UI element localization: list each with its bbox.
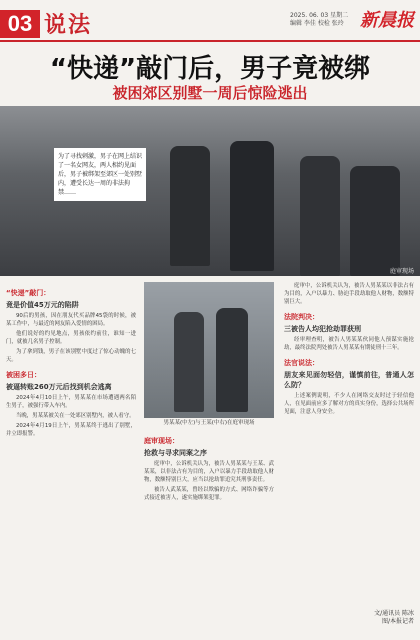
- photo-caption: 庭审现场: [389, 268, 414, 275]
- photo-figure: [216, 308, 248, 412]
- editor-line: 编辑 李佳 校检 张玲: [290, 20, 344, 27]
- section-title: 说法: [44, 12, 93, 38]
- subheading: 被困多日：: [6, 371, 41, 379]
- subheading-detail: 被逼转账260万元后找到机会逃离: [6, 383, 112, 391]
- photo-figure: [300, 156, 340, 276]
- subheading: 法院判决：: [284, 313, 319, 321]
- page-number: 03: [0, 10, 40, 38]
- photo-figure: [174, 312, 204, 412]
- paragraph: 当晚，男某某被关在一处郊区别墅内，被人看守。: [16, 413, 135, 419]
- paragraph: 经审理查明，被告人男某某伙同他人预谋实施抢劫，最终法院判处被告人男某某有期徒刑十三年。: [284, 337, 414, 351]
- subheading-detail: 抢救与寻求同案之序: [144, 449, 207, 457]
- subheading: 法官说法：: [284, 359, 319, 367]
- paragraph: 上述案例说明，不少人在网络交友时过于轻信他人，在见面前应多了解对方的真实身份，选择公共场所见面，注意人身安全。: [284, 393, 414, 415]
- paragraph: 庭审中，公诉机关认为，被告人男某某以非法占有为目的，入户以暴力、胁迫手段劫取他人财物，数额特别巨大。: [284, 283, 414, 305]
- photo-caption-2: 男某某(中左)与王某(中右)在庭审现场: [163, 420, 255, 426]
- column-2: [144, 430, 274, 504]
- paragraph: 90后的男孩，因在朋友代买品牌45袋的时候，被某工作中，与最近的网友陷入爱情的困局。: [6, 313, 136, 327]
- paragraph: 为了拿到钱，男子在该别墅中度过了惊心动魄的七天。: [6, 349, 136, 363]
- subheading-detail: 朋友来见面勿轻信，谨慎前往，普通人怎么防？: [284, 371, 414, 389]
- paragraph: 2024年4月10日上午，男某某在市场遭遇两名陌生男子，被强行带入车内。: [6, 395, 136, 409]
- paragraph: 他们说好的约见地点，男孩依约前往，谁知一进门，就被几名男子控制。: [6, 331, 136, 345]
- intro-heading: “快递”敲门：: [6, 289, 51, 297]
- paragraph: 2024年4月19日上午，男某某终于逃出了别墅，并立即报警。: [6, 423, 136, 437]
- newspaper-logo: 新晨报: [360, 10, 414, 31]
- paragraph: 被告人武某某，曾经以欺骗的方式、网络诈骗等方式接近被害人，遂实施绑架犯罪。: [144, 487, 274, 501]
- photo-figure: [350, 166, 400, 276]
- column-1: [6, 282, 136, 440]
- photo-figure: [170, 146, 210, 266]
- paragraph: 庭审中，公诉机关认为，被告人男某某与王某、武某某，以非法占有为目的，入户以暴力手段劫取他人财物，数额特别巨大，应当以抢劫罪追究其刑事责任。: [144, 461, 274, 483]
- photo-figure: [230, 141, 274, 271]
- header-rule: [0, 40, 420, 42]
- subheadline: 被困郊区别墅一周后惊险逃出: [112, 84, 308, 102]
- headline: “快递”敲门后，男子竟被绑: [49, 54, 371, 84]
- subheading-detail: 三被告人均犯抢劫罪获刑: [284, 325, 361, 333]
- intro-subheading: 竟是价值45万元的陷阱: [6, 301, 79, 309]
- byline-writer: 文/通讯员 陈冰: [374, 610, 414, 617]
- byline: [284, 610, 414, 626]
- defendant-photo: [144, 282, 274, 418]
- lede-box: 为了寻找刺激，男子在网上结识了一名女网友，两人相约见面后，男子被绑架至郊区一处别墅内，遭受长达一周的非法拘禁……: [54, 148, 146, 201]
- byline-photographer: 图/本报记者: [381, 618, 414, 625]
- date-line: 2025. 06. 03 星期二: [290, 12, 349, 19]
- masthead-meta: [290, 12, 348, 28]
- subheading: 庭审现场：: [144, 437, 179, 445]
- column-3: [284, 282, 414, 418]
